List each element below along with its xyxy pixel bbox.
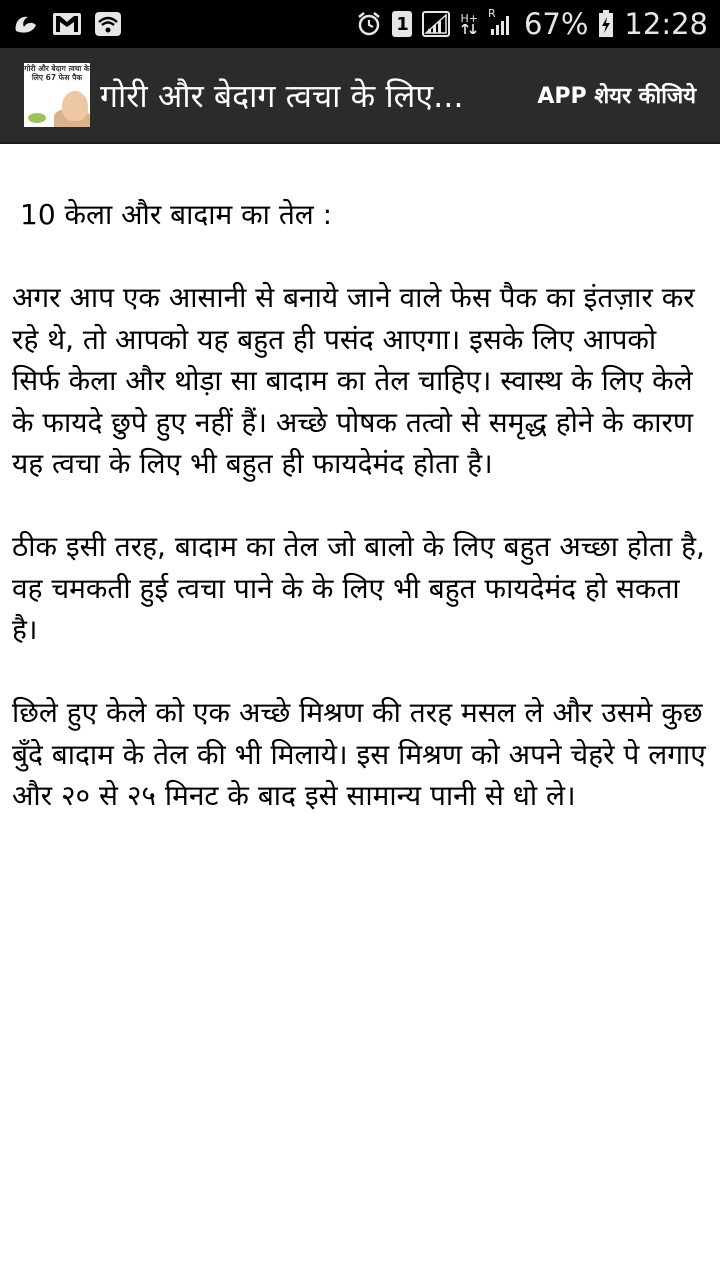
network-type-label: H+ — [460, 12, 478, 25]
app-logo[interactable] — [24, 63, 90, 127]
spacer — [12, 651, 708, 693]
signal-icon — [422, 11, 450, 37]
sim1-icon: 1 — [392, 11, 412, 37]
app-logo-face — [62, 91, 88, 121]
alarm-icon — [356, 11, 382, 37]
article-paragraph-1: अगर आप एक आसानी से बनाये जाने वाले फेस पैक का इंतज़ार कर रहे थे, तो आपको यह बहुत ही पसंद आएगा। इसके लिए आपको सिर्फ केला और थोड़ा सा बादाम का तेल चाहिए। स्वास्थ के लिए केले के फायदे छुपे हुए नहीं हैं। अच्छे पोषक तत्वो से समृद्ध होने के कारण यह त्वचा के लिए भी बहुत ही फायदेमंद होता है। — [12, 281, 695, 480]
status-left-icons — [12, 11, 122, 37]
article-paragraph-2: ठीक इसी तरह, बादाम का तेल जो बालो के लिए बहुत अच्छा होता है, वह चमकती हुई त्वचा पाने के के लिए भी बहुत फायदेमंद हो सकता है। — [12, 530, 705, 646]
app-bar — [0, 48, 720, 144]
article-content — [0, 144, 720, 817]
clock: 12:28 — [624, 7, 708, 41]
data-hplus-icon — [460, 14, 478, 34]
gmail-icon — [52, 12, 82, 36]
article-heading: 10 केला और बादाम का तेल : — [20, 198, 333, 231]
status-right-icons — [356, 7, 708, 41]
roaming-signal-icon — [487, 7, 514, 37]
app-logo-leaf — [28, 113, 46, 123]
battery-icon — [598, 10, 614, 38]
share-app-button[interactable]: APP शेयर कीजिये — [537, 84, 696, 109]
wifi-icon — [94, 11, 122, 37]
spacer — [12, 236, 708, 278]
app-title: गोरी और बेदाग त्वचा के लिए... — [100, 76, 464, 115]
app-logo-text: गोरी और बेदाग त्वचा के लिए 67 फेस पैक — [24, 64, 90, 82]
spacer — [12, 485, 708, 527]
uc-browser-icon — [12, 11, 40, 37]
roaming-label: R — [487, 7, 496, 20]
status-bar — [0, 0, 720, 48]
article-paragraph-3: छिले हुए केले को एक अच्छे मिश्रण की तरह मसल ले और उसमे कुछ बुँदे बादाम के तेल की भी मिलाये। इस मिश्रण को अपने चेहरे पे लगाए और २० से २५ मिनट के बाद इसे सामान्य पानी से धो ले। — [12, 696, 706, 812]
battery-percent: 67% — [523, 7, 589, 41]
